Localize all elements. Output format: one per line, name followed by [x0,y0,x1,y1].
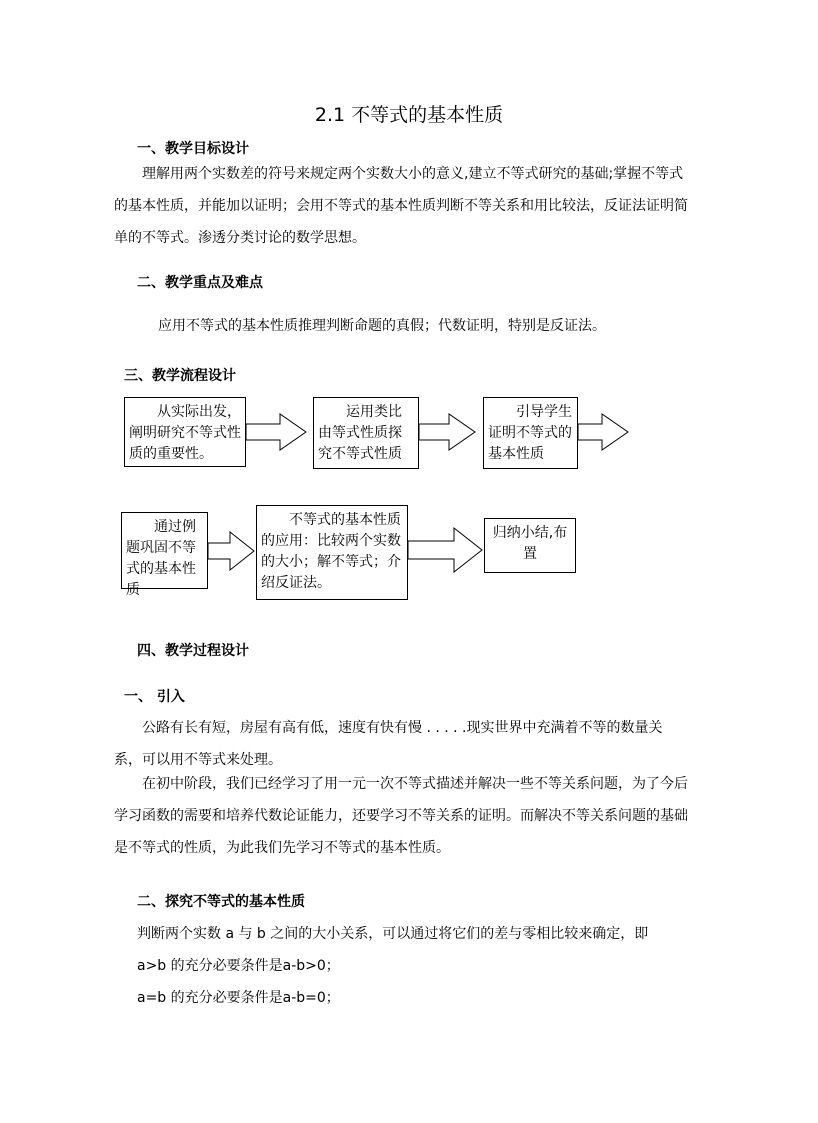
flow-box-1: 从实际出发，阐明研究不等式性质的重要性。 [124,397,246,467]
section-heading-goals: 一、教学目标设计 [137,141,249,157]
flow-arrow-4 [208,532,256,570]
subsection-heading-intro: 一、 引入 [124,689,185,705]
flow-arrow-1 [246,414,308,450]
flow-box-6: 归纳小结,布置 [484,518,576,573]
explore-line-1: a>b 的充分必要条件是a-b>0； [137,958,340,974]
intro-paragraph-2: 在初中阶段，我们已经学习了用一元一次不等式描述并解决一些不等关系问题，为了今后学习函数的需要和培养代数论证能力，还要学习不等关系的证明。而解决不等关系问题的基础是不等式的性质，为此我们先学习不等式的基本性质。 [114,776,688,856]
flow-arrow-5 [408,528,484,572]
section-heading-key-points: 二、教学重点及难点 [137,275,263,291]
key-points-paragraph: 应用不等式的基本性质推理判断命题的真假；代数证明，特别是反证法。 [158,318,606,334]
explore-paragraph: 判断两个实数 a 与 b 之间的大小关系，可以通过将它们的差与零相比较来确定，即 [137,926,649,942]
flow-box-2: 运用类比由等式性质探究不等式性质 [313,397,419,469]
intro-paragraph-1: 公路有长有短，房屋有高有低，速度有快有慢 . . . . .现实世界中充满着不等的数量关系，可以用不等式来处理。 [114,720,663,768]
flow-box-5: 不等式的基本性质的应用：比较两个实数的大小；解不等式；介绍反证法。 [256,505,408,600]
goals-paragraph: 理解用两个实数差的符号来规定两个实数大小的意义,建立不等式研究的基础;掌握不等式的基本性质，并能加以证明；会用不等式的基本性质判断不等关系和用比较法，反证法证明简单的不等式。渗透分类讨论的数学思想。 [114,166,688,246]
subsection-heading-explore: 二、探究不等式的基本性质 [137,894,305,910]
page-title: 2.1 不等式的基本性质 [314,104,504,126]
explore-line-2: a=b 的充分必要条件是a-b=0； [137,990,340,1006]
section-heading-process: 四、教学过程设计 [137,643,249,659]
flow-arrow-3 [578,414,630,450]
flow-arrow-2 [419,414,477,450]
flow-box-4: 通过例题巩固不等式的基本性质 [121,512,208,589]
flow-box-3: 引导学生证明不等式的基本性质 [483,397,578,469]
section-heading-flow: 三、教学流程设计 [124,368,236,384]
